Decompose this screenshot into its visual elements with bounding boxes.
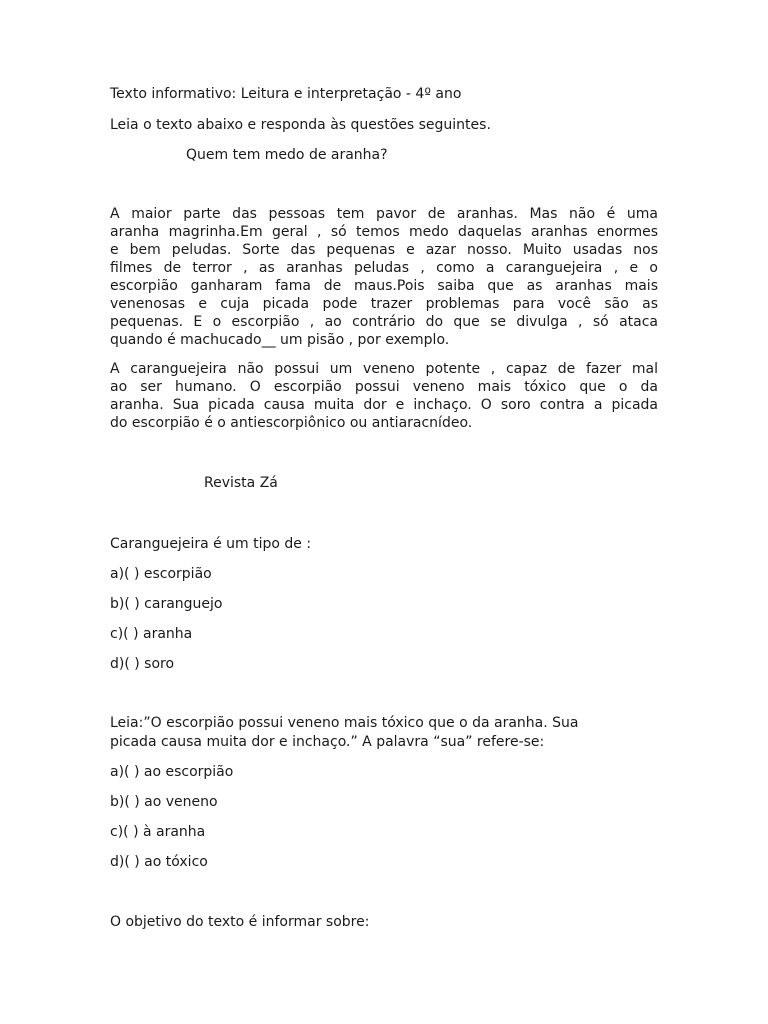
question-2-prompt-line-2: picada causa muita dor e inchaço.” A palavra “sua” refere-se: bbox=[110, 734, 545, 750]
question-1-option-c[interactable]: c)( ) aranha bbox=[110, 626, 193, 642]
article-paragraph-1 bbox=[110, 205, 658, 349]
question-1-option-b[interactable]: b)( ) caranguejo bbox=[110, 596, 223, 612]
paragraph-line: do escorpião é o antiescorpiônico ou antiaracnídeo. bbox=[110, 415, 473, 431]
article-title: Quem tem medo de aranha? bbox=[186, 147, 388, 163]
paragraph-line: ao ser humano. O escorpião possui veneno mais tóxico que o da bbox=[110, 379, 658, 395]
instruction-text: Leia o texto abaixo e responda às questões seguintes. bbox=[110, 117, 491, 133]
question-2-option-d[interactable]: d)( ) ao tóxico bbox=[110, 854, 208, 870]
paragraph-line: escorpião ganharam fama de maus.Pois saiba que as aranhas mais bbox=[110, 278, 658, 294]
article-paragraph-2 bbox=[110, 360, 658, 432]
question-1-option-a[interactable]: a)( ) escorpião bbox=[110, 566, 212, 582]
question-3-prompt: O objetivo do texto é informar sobre: bbox=[110, 914, 370, 930]
question-2-prompt-line-1: Leia:”O escorpião possui veneno mais tóxico que o da aranha. Sua bbox=[110, 715, 579, 731]
paragraph-line: A maior parte das pessoas tem pavor de aranhas. Mas não é uma bbox=[110, 206, 658, 222]
question-1-prompt: Caranguejeira é um tipo de : bbox=[110, 536, 312, 552]
question-1-option-d[interactable]: d)( ) soro bbox=[110, 656, 175, 672]
paragraph-line: venenosas e cuja picada pode trazer problemas para você são as bbox=[110, 296, 658, 312]
paragraph-line: pequenas. E o escorpião , ao contrário do que se divulga , só ataca bbox=[110, 314, 658, 330]
document-title: Texto informativo: Leitura e interpretação - 4º ano bbox=[110, 86, 462, 102]
question-2-option-b[interactable]: b)( ) ao veneno bbox=[110, 794, 218, 810]
paragraph-line: e bem peludas. Sorte das pequenas e azar nosso. Muito usadas nos bbox=[110, 242, 658, 258]
question-2-option-a[interactable]: a)( ) ao escorpião bbox=[110, 764, 234, 780]
paragraph-line: aranha magrinha.Em geral , só temos medo daquelas aranhas enormes bbox=[110, 224, 658, 240]
paragraph-line: aranha. Sua picada causa muita dor e inchaço. O soro contra a picada bbox=[110, 397, 658, 413]
paragraph-line: quando é machucado__ um pisão , por exemplo. bbox=[110, 332, 450, 348]
paragraph-line: filmes de terror , as aranhas peludas , como a caranguejeira , e o bbox=[110, 260, 658, 276]
paragraph-line: A caranguejeira não possui um veneno potente , capaz de fazer mal bbox=[110, 361, 658, 377]
question-2-option-c[interactable]: c)( ) à aranha bbox=[110, 824, 206, 840]
article-source: Revista Zá bbox=[204, 475, 278, 491]
